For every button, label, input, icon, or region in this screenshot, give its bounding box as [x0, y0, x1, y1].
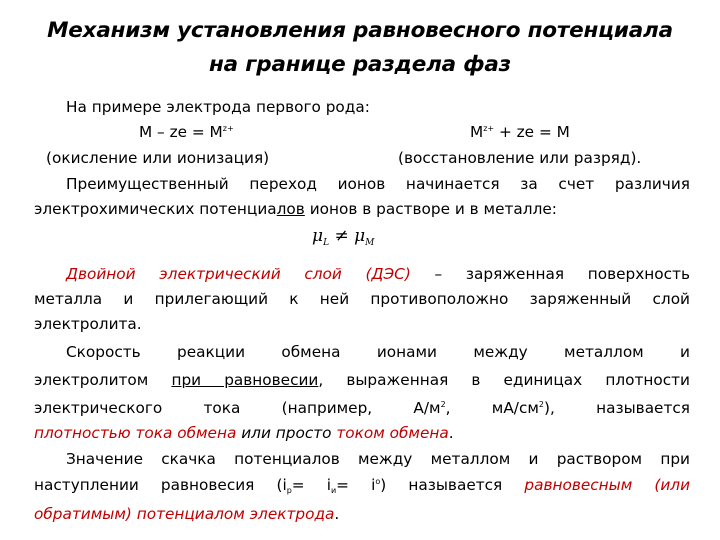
equilibrium-sub-1: р [286, 486, 292, 495]
paragraph-des-line-1 [66, 262, 690, 287]
reduction-equation-body: + ze = M [494, 123, 570, 141]
equilibrium-text-b: = i [291, 476, 331, 494]
potential-inequality [312, 226, 374, 246]
paragraph-equilibrium-line-3 [34, 502, 339, 527]
des-definition: – заряженная поверхность [410, 265, 690, 283]
oxidation-equation-charge: z+ [222, 124, 234, 133]
exchange-period: . [448, 424, 454, 442]
equilibrium-sub-2: и [330, 486, 337, 495]
equilibrium-term-b: обратимым) потенциалом электрода [34, 505, 335, 523]
mu-metal: μ [354, 226, 366, 246]
reduction-equation-charge: z+ [483, 124, 495, 133]
reduction-caption: (восстановление или разряд). [398, 149, 642, 167]
exchange-units-c: ), называется [544, 399, 690, 417]
paragraph-exchange-line-3 [34, 396, 690, 421]
exchange-units-b: , мА/см [445, 399, 539, 417]
mu-liquid-subscript: L [323, 238, 330, 248]
paragraph-transfer-text-ions: ионов [309, 200, 358, 218]
slide-title-line-1: Механизм установления равновесного потенциала [47, 18, 673, 43]
exchange-units-a: электрического тока (например, А/м [34, 399, 441, 417]
equilibrium-sup: о [375, 477, 381, 486]
equilibrium-text-a: наступлении равновесия (i [34, 476, 287, 494]
slide-title-line-2: на границе раздела фаз [209, 52, 511, 77]
des-term: Двойной электрический слой (ДЭС) [66, 265, 411, 283]
exchange-underlined: при равновесии [171, 371, 319, 389]
paragraph-transfer-text-a: электрохимических потенциа [34, 200, 277, 218]
paragraph-transfer-line-2 [34, 197, 557, 222]
exchange-units-sup-2: 2 [538, 400, 544, 409]
equilibrium-text-c: = i [336, 476, 376, 494]
slide-title [20, 14, 700, 82]
paragraph-des-line-3: электролита. [34, 315, 142, 333]
exchange-units-sup-1: 2 [440, 400, 446, 409]
paragraph-equilibrium-line-1: Значение скачка потенциалов между металлом и раствором при [66, 450, 690, 468]
equilibrium-text-d: ) называется [380, 476, 525, 494]
equilibrium-period: . [334, 505, 340, 523]
reduction-equation-metal: M [470, 123, 484, 141]
exchange-term-1: плотностью тока обмена [34, 424, 237, 442]
intro-text: На примере электрода первого рода: [66, 98, 370, 116]
mu-metal-subscript: M [365, 238, 375, 248]
oxidation-equation-body: M – ze = M [139, 123, 223, 141]
oxidation-equation [139, 120, 234, 145]
exchange-connector: или просто [236, 424, 337, 442]
paragraph-exchange-line-1: Скорость реакции обмена ионами между металлом и [66, 343, 690, 361]
exchange-text-b: , выраженная в единицах плотности [318, 371, 690, 389]
equilibrium-term-a: равновесным (или [524, 476, 691, 494]
mu-liquid: μ [312, 226, 324, 246]
paragraph-transfer-text-end: в растворе и в металле: [357, 200, 557, 218]
reduction-equation [470, 120, 570, 145]
not-equal-sign: ≠ [329, 226, 355, 246]
paragraph-equilibrium-line-2 [34, 473, 690, 498]
exchange-term-2: током обмена [336, 424, 449, 442]
paragraph-exchange-line-2 [34, 368, 690, 393]
oxidation-caption: (окисление или ионизация) [46, 149, 270, 167]
paragraph-transfer-line-1: Преимущественный переход ионов начинается за счет различия [66, 175, 690, 193]
paragraph-des-line-2: металла и прилегающий к ней противоположно заряженный слой [34, 290, 690, 308]
paragraph-transfer-underlined-1: лов [276, 200, 305, 218]
paragraph-exchange-line-4 [34, 421, 454, 446]
exchange-text-a: электролитом [34, 371, 172, 389]
